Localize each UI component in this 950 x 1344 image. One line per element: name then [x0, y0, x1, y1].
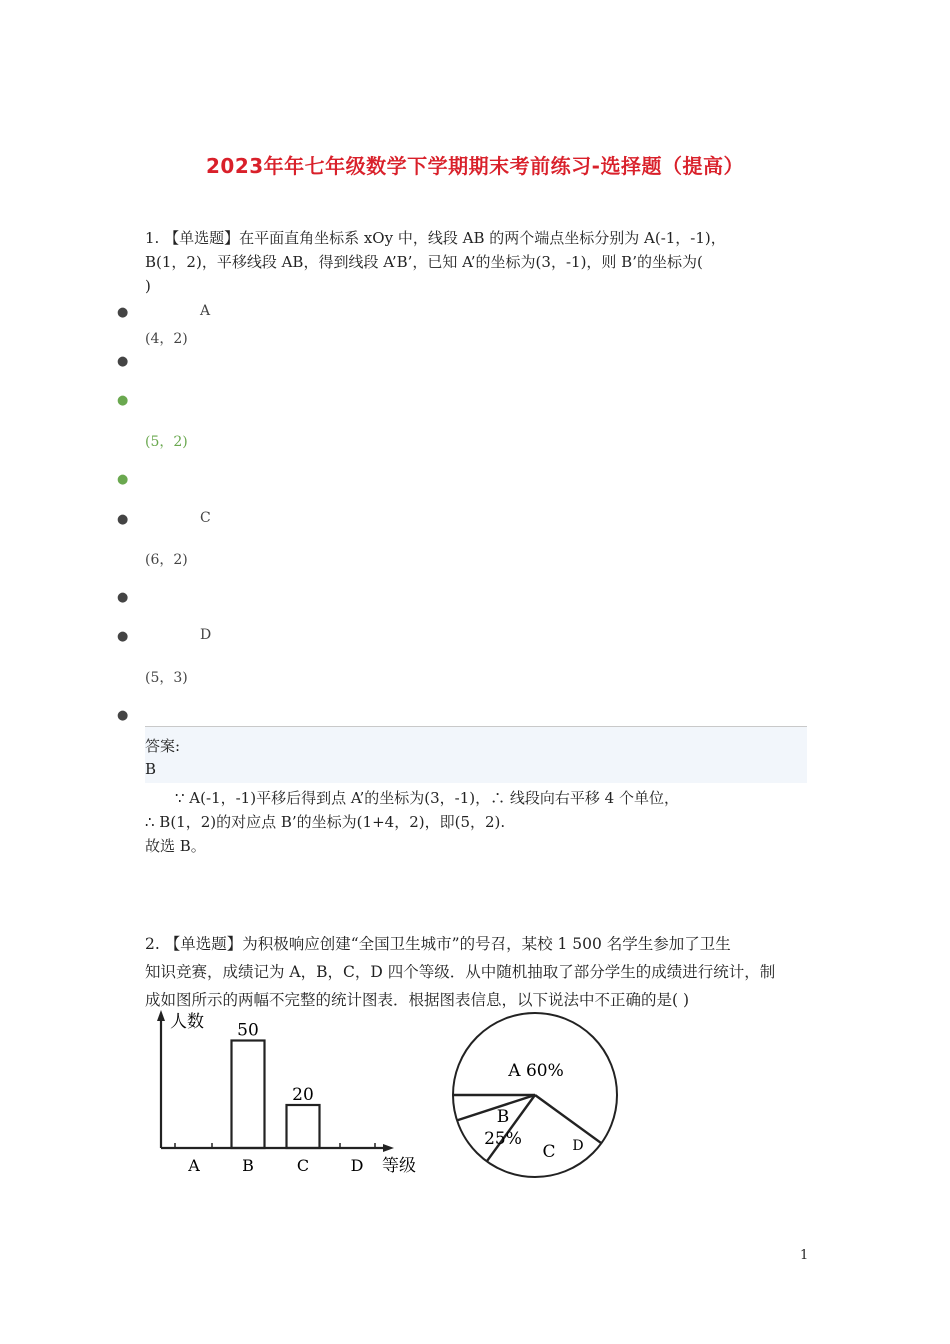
option-a-letter[interactable]: A — [200, 303, 211, 319]
q1-line3: ) — [145, 277, 151, 295]
y-axis-arrow — [157, 1010, 165, 1021]
answer-box — [145, 726, 807, 783]
page-title: 2023年年七年级数学下学期期末考前练习-选择题（提高） — [206, 154, 744, 178]
x-tick-label-c: C — [296, 1156, 310, 1175]
answer-label: 答案: — [145, 737, 181, 755]
bar-value-label-c: 20 — [292, 1085, 314, 1105]
q2-line1: 2. 【单选题】为积极响应创建“全国卫生城市”的号召，某校 1 500 名学生参加了卫生 — [145, 935, 731, 953]
bullet-selected: ● — [117, 472, 129, 487]
option-a-value[interactable]: (4，2) — [145, 331, 188, 347]
pie-label-d: D — [572, 1138, 584, 1154]
bar-c — [287, 1105, 320, 1148]
bullet: ● — [117, 590, 129, 605]
option-d-value[interactable]: (5，3) — [145, 670, 188, 686]
option-c-letter[interactable]: C — [200, 510, 211, 526]
q2-line2: 知识竞赛，成绩记为 A，B，C，D 四个等级．从中随机抽取了部分学生的成绩进行统计，制 — [145, 963, 776, 981]
explanation-line-2: ∴ B(1，2)的对应点 B’的坐标为(1+4，2)，即(5，2). — [145, 813, 506, 831]
answer-value: B — [145, 760, 157, 778]
x-axis-arrow — [383, 1144, 394, 1152]
pie-chart — [450, 1010, 620, 1182]
x-tick-label-d: D — [350, 1156, 364, 1175]
explanation-line-1: ∵ A(-1，-1)平移后得到点 A’的坐标为(3，-1)，∴ 线段向右平移 4 个单位， — [175, 789, 679, 807]
q2-line3: 成如图所示的两幅不完整的统计图表．根据图表信息，以下说法中不正确的是( ) — [145, 991, 690, 1009]
option-d-letter[interactable]: D — [200, 627, 212, 643]
q1-line2: B(1，2)，平移线段 AB，得到线段 A’B’，已知 A’的坐标为(3，-1)，则 B’的坐标为( — [145, 253, 703, 271]
y-axis-label: 人数 — [170, 1012, 204, 1032]
pie-label-a: A 60% — [508, 1061, 564, 1081]
option-c-value[interactable]: (6，2) — [145, 552, 188, 568]
pie-label-b-percent: 25% — [484, 1129, 522, 1149]
page-number: 1 — [800, 1248, 809, 1263]
bullet-selected: ● — [117, 393, 129, 408]
pie-label-c: C — [542, 1142, 556, 1162]
bullet: ● — [117, 708, 129, 723]
bullet: ● — [117, 354, 129, 369]
bar-value-label-b: 50 — [237, 1020, 259, 1041]
option-b-value[interactable]: (5，2) — [145, 434, 188, 450]
q1-line1: 1. 【单选题】在平面直角坐标系 xOy 中，线段 AB 的两个端点坐标分别为 A(-1，-1)， — [145, 229, 726, 247]
bar-chart — [150, 1008, 430, 1180]
bullet: ● — [117, 512, 129, 527]
x-tick-label-b: B — [242, 1156, 254, 1175]
pie-divider-a-d — [535, 1095, 601, 1143]
bar-b — [232, 1041, 265, 1149]
x-tick-label-a: A — [188, 1156, 200, 1175]
x-axis-label: 等级 — [382, 1156, 416, 1176]
bullet: ● — [117, 629, 129, 644]
pie-label-b: B — [496, 1107, 510, 1127]
explanation-line-3: 故选 B。 — [145, 837, 206, 855]
bullet: ● — [117, 305, 129, 320]
